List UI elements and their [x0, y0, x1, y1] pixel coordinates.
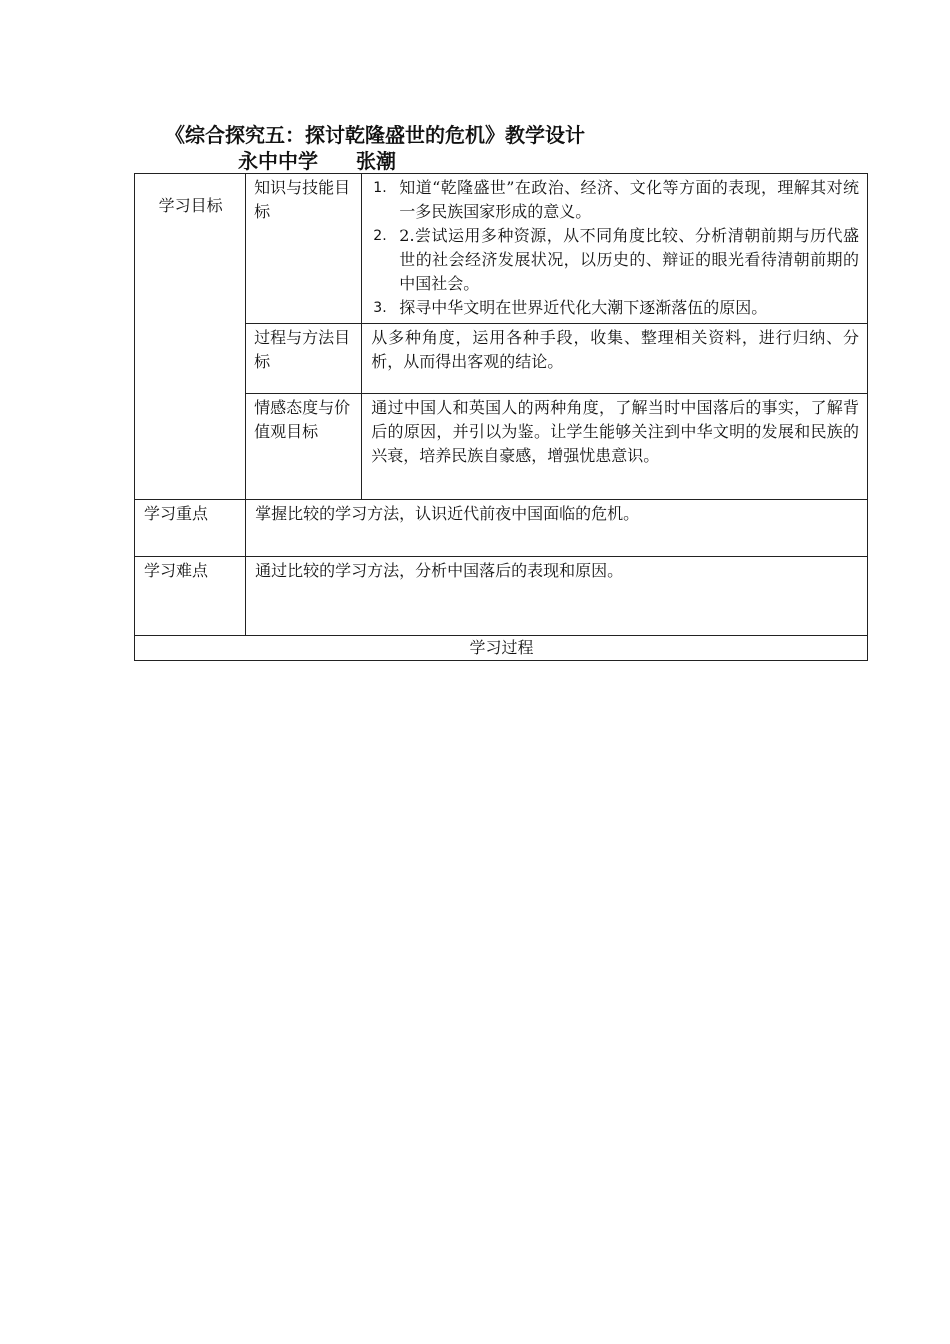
list-item: 3. 探寻中华文明在世界近代化大潮下逐渐落伍的原因。 — [373, 298, 768, 317]
difficulties-content: 通过比较的学习方法，分析中国落后的表现和原因。 — [246, 557, 868, 636]
lesson-plan-table — [134, 173, 868, 661]
knowledge-goal-content — [362, 174, 868, 324]
author-name: 张潮 — [356, 149, 396, 173]
table-row — [135, 174, 868, 324]
document-title: 《综合探究五：探讨乾隆盛世的危机》教学设计 — [165, 123, 585, 147]
list-item: 2. 2.尝试运用多种资源，从不同角度比较、分析清朝前期与历代盛世的社会经济发展状况，以历史的、辩证的眼光看待清朝前期的中国社会。 — [373, 226, 859, 293]
table-row — [135, 636, 868, 661]
learning-process-header: 学习过程 — [135, 636, 868, 661]
knowledge-goal-label: 知识与技能目标 — [246, 174, 362, 324]
table-row — [135, 557, 868, 636]
process-goal-label: 过程与方法目标 — [246, 324, 362, 394]
process-goal-content: 从多种角度，运用各种手段，收集、整理相关资料，进行归纳、分析，从而得出客观的结论。 — [362, 324, 868, 394]
emotion-goal-content: 通过中国人和英国人的两种角度，了解当时中国落后的事实，了解背后的原因，并引以为鉴。让学生能够关注到中华文明的发展和民族的兴衰，培养民族自豪感，增强忧患意识。 — [362, 394, 868, 500]
list-item: 1. 知道“乾隆盛世”在政治、经济、文化等方面的表现，理解其对统一多民族国家形成的意义。 — [373, 178, 859, 221]
knowledge-goal-list — [371, 176, 859, 320]
goals-label: 学习目标 — [135, 174, 246, 500]
key-points-label: 学习重点 — [135, 500, 246, 557]
key-points-content: 掌握比较的学习方法，认识近代前夜中国面临的危机。 — [246, 500, 868, 557]
emotion-goal-label: 情感态度与价值观目标 — [246, 394, 362, 500]
difficulties-label: 学习难点 — [135, 557, 246, 636]
school-name: 永中中学 — [238, 149, 318, 173]
table-row — [135, 500, 868, 557]
document-byline — [238, 148, 396, 174]
